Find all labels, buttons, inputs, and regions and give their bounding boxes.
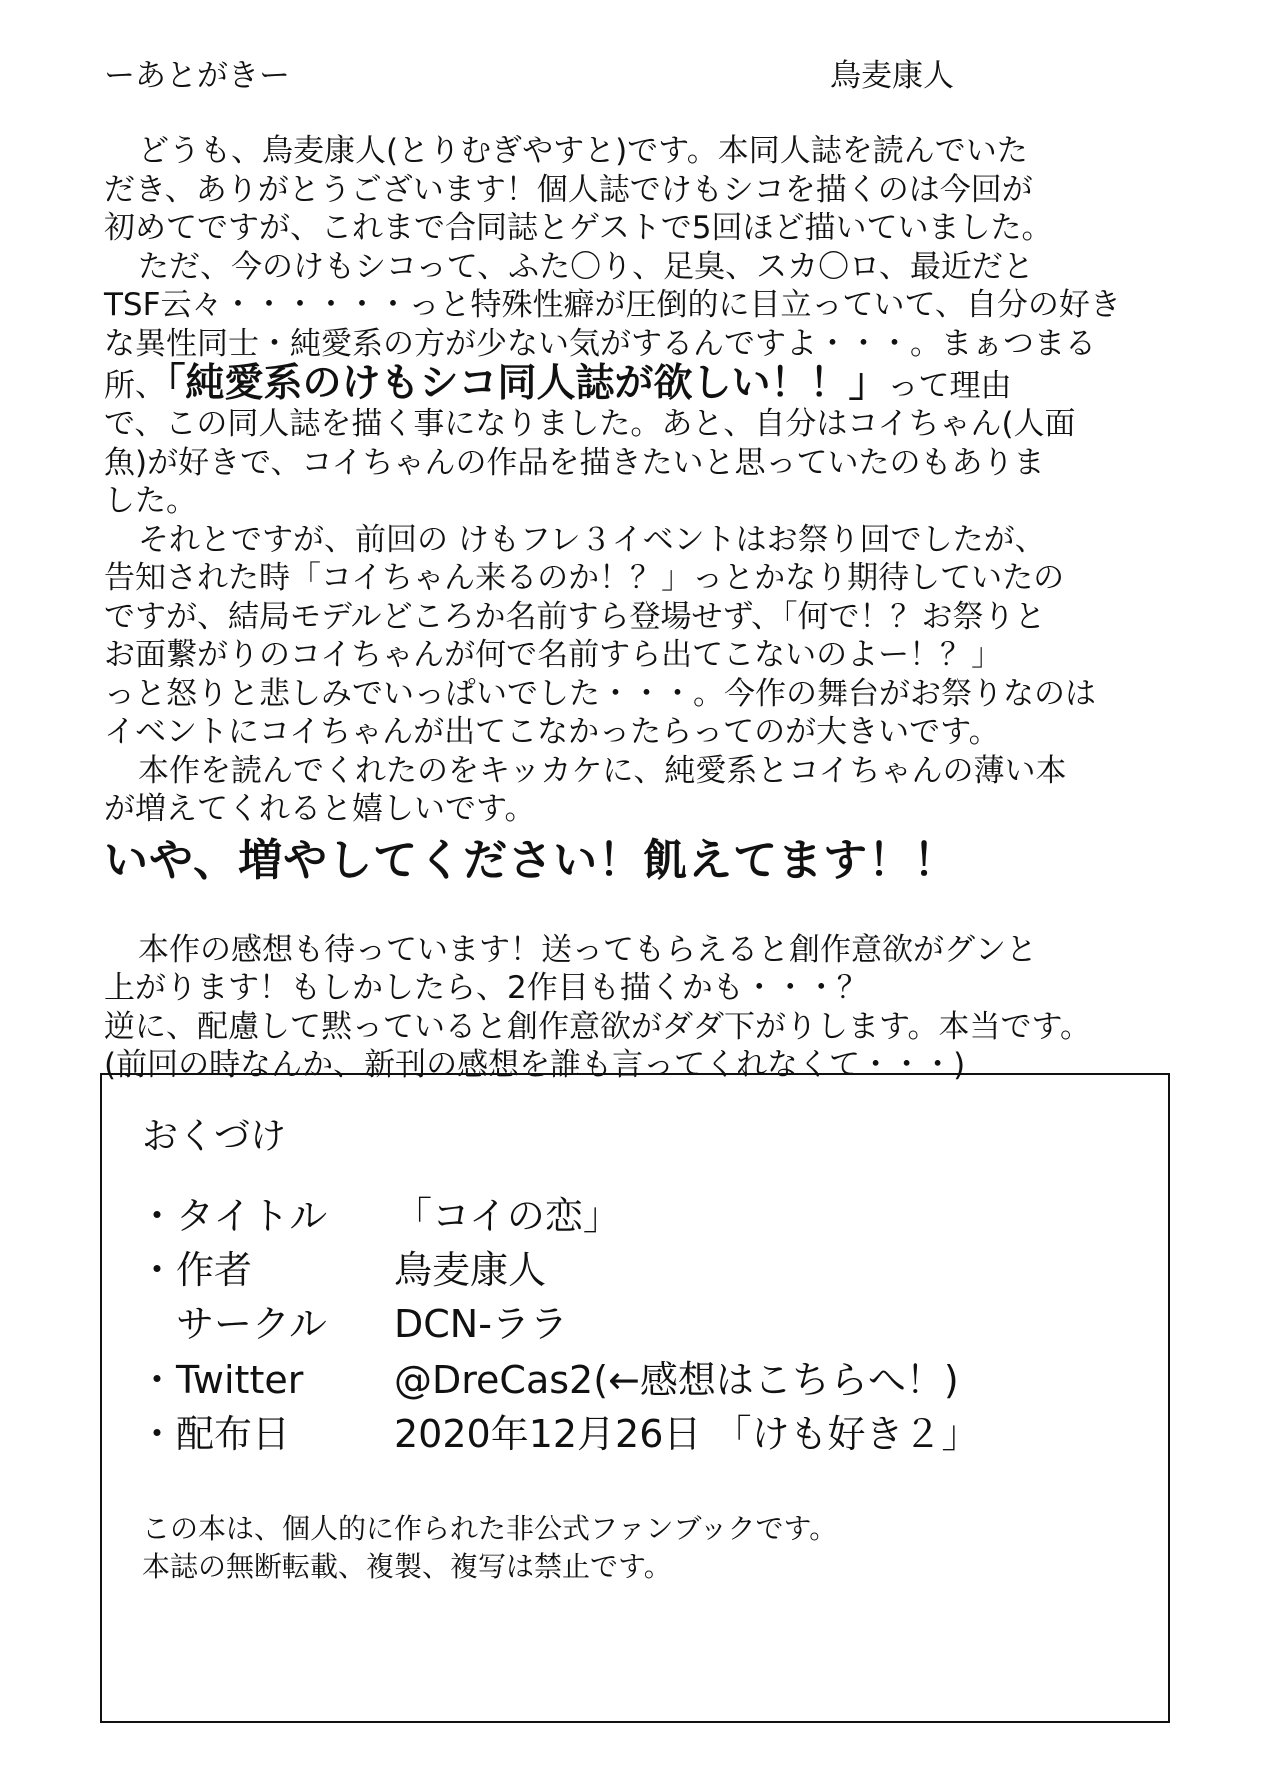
afterword-line: イベントにコイちゃんが出てこなかったらってのが大きいです。 (104, 714, 1000, 750)
afterword-line: (前回の時なんか、新刊の感想を誰も言ってくれなくて・・・) (104, 1047, 966, 1083)
afterword-line: ですが、結局モデルどころか名前すら登場せず、「何で！？お祭りと (104, 598, 1046, 635)
afterword-heading: ーあとがきー (104, 58, 290, 94)
afterword-line: で、この同人誌を描く事になりました。あと、自分はコイちゃん(人面 (104, 406, 1076, 442)
afterword-body (104, 132, 1164, 1085)
emphasis-quote: 「純愛系のけもシコ同人誌が欲しい！！」 (166, 361, 888, 406)
afterword-line: 本作の感想も待っています！送ってもらえると創作意欲がグンと (138, 931, 1037, 968)
row-label: ・タイトル (138, 1194, 328, 1238)
afterword-line: TSF云々・・・・・・っと特殊性癖が圧倒的に目立っていて、自分の好き (104, 287, 1121, 323)
colophon-note: 本誌の無断転載、複製、複写は禁止です。 (142, 1550, 672, 1583)
afterword-line: 逆に、配慮して黙っていると創作意欲がダダ下がりします。本当です。 (104, 1008, 1092, 1045)
afterword-line: それとですが、前回の けもフレ３イベントはお祭り回でしたが、 (138, 521, 1046, 558)
emphasis-suffix: って理由 (887, 368, 1012, 404)
row-label: ・配布日 (138, 1412, 291, 1456)
afterword-line: だき、ありがとうございます！個人誌でけもシコを描くのは今回が (104, 171, 1033, 208)
afterword-line: ただ、今のけもシコって、ふた〇り、足臭、スカ〇ロ、最近だと (138, 248, 1034, 285)
colophon-box (100, 1073, 1170, 1723)
emphasis-prefix: 所、 (104, 368, 166, 404)
row-value: 2020年12月26日 「けも好き２」 (394, 1412, 980, 1456)
afterword-line-emphasis (104, 363, 1164, 405)
afterword-shout: いや、増やしてください！飢えてます！！ (104, 834, 959, 886)
afterword-line: 本作を読んでくれたのをキッカケに、純愛系とコイちゃんの薄い本 (138, 752, 1067, 789)
colophon-note: この本は、個人的に作られた非公式ファンブックです。 (142, 1512, 838, 1545)
colophon-title: おくづけ (142, 1116, 287, 1157)
row-label: ・作者 (138, 1248, 253, 1292)
row-label: サークル (176, 1302, 327, 1346)
afterword-line: 告知された時「コイちゃん来るのか！？」っとかなり期待していたの (104, 560, 1065, 596)
row-label: ・Twitter (138, 1358, 304, 1402)
row-value: 「コイの恋」 (394, 1194, 621, 1238)
afterword-line: 上がります！もしかしたら、2作目も描くかも・・・？ (104, 970, 868, 1006)
afterword-author: 鳥麦康人 (830, 58, 954, 94)
row-value: DCN-ララ (394, 1302, 568, 1346)
afterword-line: が増えてくれると嬉しいです。 (104, 791, 536, 827)
afterword-line: した。 (104, 483, 197, 519)
afterword-line: お面繋がりのコイちゃんが何で名前すら出てこないのよー！？」 (104, 637, 1003, 673)
row-value: 鳥麦康人 (394, 1248, 547, 1292)
row-value: @DreCas2(←感想はこちらへ！) (394, 1358, 959, 1402)
afterword-line: っと怒りと悲しみでいっぱいでした・・・。今作の舞台がお祭りなのは (104, 675, 1096, 712)
afterword-line: 初めてですが、これまで合同誌とゲストで5回ほど描いていました。 (104, 210, 1053, 246)
afterword-line: どうも、鳥麦康人(とりむぎやすと)です。本同人誌を読んでいた (138, 133, 1028, 169)
afterword-line: な異性同士・純愛系の方が少ない気がするんですよ・・・。まぁつまる (104, 325, 1096, 362)
afterword-line: 魚)が好きで、コイちゃんの作品を描きたいと思っていたのもありま (104, 444, 1045, 481)
